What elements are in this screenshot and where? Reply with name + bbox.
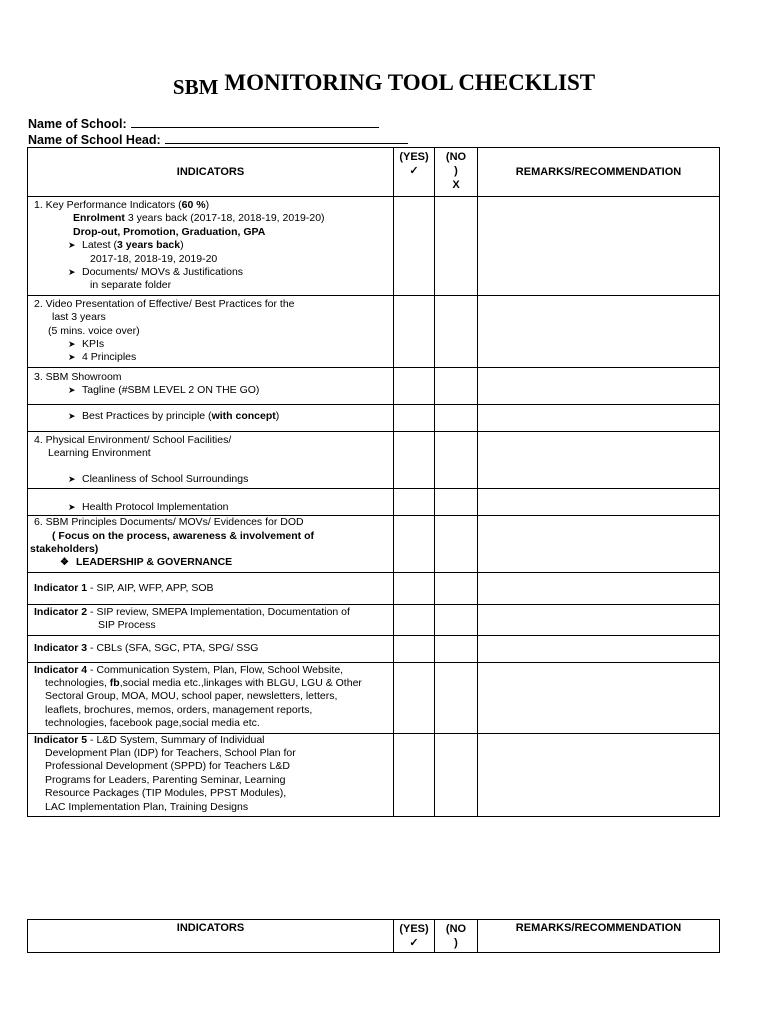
indicator-text: 2017-18, 2018-19, 2019-20 (90, 252, 218, 265)
table-row (28, 733, 720, 816)
indicator-text (34, 351, 387, 364)
indicator-text (34, 384, 387, 397)
kpi-percent: 60 % (181, 199, 206, 211)
arrow-bullet-icon: ➤ (68, 240, 76, 251)
no-cell[interactable] (435, 733, 478, 816)
yes-header-label: (YES) (399, 923, 429, 935)
no-header-label: (NO (445, 923, 467, 935)
yes-cell[interactable] (394, 516, 435, 573)
indicator-text: technologies, facebook page,social media etc. (45, 717, 260, 730)
tagline-label: Tagline (#SBM LEVEL 2 ON THE GO) (82, 384, 260, 397)
remarks-cell[interactable] (478, 367, 720, 404)
school-name-field[interactable] (28, 116, 379, 131)
checklist-table-continued (27, 919, 720, 953)
indicator-text: in separate folder (90, 279, 172, 292)
table-row (28, 404, 720, 431)
enrolment-years: 3 years back (2017-18, 2018-19, 2019-20) (124, 212, 325, 225)
indicator-text: ( Focus on the process, awareness & involvement of (52, 529, 314, 542)
table-row (28, 604, 720, 635)
indicator-cell (28, 604, 394, 635)
table-row (28, 662, 720, 733)
principles-label: 4 Principles (82, 351, 137, 364)
best-practices-paren: ) (275, 409, 280, 422)
no-cell[interactable] (435, 197, 478, 296)
remarks-header: REMARKS/RECOMMENDATION (478, 920, 720, 953)
fb-label: fb (109, 676, 120, 689)
indicator-1-text: - SIP, AIP, WFP, APP, SOB (87, 581, 214, 594)
indicator-cell (28, 635, 394, 662)
diamond-bullet-icon: ❖ (60, 557, 69, 569)
indicator-text: Professional Development (SPPD) for Teachers L&D (45, 760, 290, 773)
remarks-header: REMARKS/RECOMMENDATION (478, 148, 720, 197)
social-media-label: ,social media etc.,linkages with BLGU, LGU & Other (119, 676, 362, 689)
indicator-text: SIP Process (98, 619, 156, 632)
table-row (28, 635, 720, 662)
arrow-bullet-icon: ➤ (68, 267, 76, 278)
kpi-label: 1. Key Performance Indicators ( (34, 199, 182, 211)
indicator-text (34, 606, 387, 619)
page-title (0, 70, 768, 99)
indicator-text (34, 677, 387, 690)
cleanliness-label: Cleanliness of School Surroundings (82, 472, 249, 485)
yes-header (394, 148, 435, 197)
school-name-blank[interactable] (131, 116, 379, 128)
yes-cell[interactable] (394, 367, 435, 404)
indicator-cell (28, 662, 394, 733)
indicator-2-text: - SIP review, SMEPA Implementation, Documentation of (87, 605, 350, 618)
indicator-text (34, 501, 387, 513)
no-cell[interactable] (435, 516, 478, 573)
yes-cell[interactable] (394, 662, 435, 733)
indicator-cell (28, 404, 394, 431)
table-row (28, 572, 720, 604)
indicator-text (34, 410, 387, 423)
indicator-text (34, 199, 387, 212)
remarks-cell[interactable] (478, 572, 720, 604)
table-row (28, 295, 720, 367)
arrow-bullet-icon: ➤ (68, 473, 76, 484)
yes-cell[interactable] (394, 733, 435, 816)
indicators-header: INDICATORS (28, 920, 394, 953)
indicator-text: 6. SBM Principles Documents/ MOVs/ Evidences for DOD (34, 516, 304, 529)
indicator-text: Drop-out, Promotion, Graduation, GPA (73, 225, 266, 238)
indicator-text (34, 212, 387, 225)
indicator-cell (28, 489, 394, 516)
arrow-bullet-icon: ➤ (68, 410, 76, 421)
indicator-text (34, 582, 387, 595)
yes-cell[interactable] (394, 295, 435, 367)
yes-cell[interactable] (394, 489, 435, 516)
indicator-text: LAC Implementation Plan, Training Designs (45, 800, 249, 813)
indicator-text (34, 473, 387, 486)
no-cell[interactable] (435, 489, 478, 516)
no-cell[interactable] (435, 295, 478, 367)
latest-label: Latest ( (82, 239, 118, 252)
indicator-cell (28, 295, 394, 367)
remarks-cell[interactable] (478, 516, 720, 573)
health-protocol-label: Health Protocol Implementation (82, 501, 229, 514)
remarks-cell[interactable] (478, 431, 720, 488)
table-header-row (28, 148, 720, 197)
yes-cell[interactable] (394, 197, 435, 296)
no-cell[interactable] (435, 367, 478, 404)
indicator-cell (28, 572, 394, 604)
arrow-bullet-icon: ➤ (68, 352, 76, 363)
remarks-cell[interactable] (478, 295, 720, 367)
yes-cell[interactable] (394, 635, 435, 662)
table-row (28, 489, 720, 516)
indicator-3-text: - CBLs (SFA, SGC, PTA, SPG/ SSG (87, 641, 259, 654)
yes-header (394, 920, 435, 953)
yes-cell[interactable] (394, 431, 435, 488)
indicator-text: 2. Video Presentation of Effective/ Best Practices for the (34, 297, 295, 310)
indicator-text: last 3 years (52, 311, 106, 324)
no-cell[interactable] (435, 662, 478, 733)
technologies-label: technologies, (45, 676, 110, 689)
no-header-label: (NO (445, 151, 467, 163)
yes-header-label: (YES) (399, 151, 429, 163)
documents-label: Documents/ MOVs & Justifications (82, 266, 244, 279)
indicator-cell (28, 733, 394, 816)
no-cell[interactable] (435, 431, 478, 488)
no-cell[interactable] (435, 572, 478, 604)
indicator-text (34, 734, 387, 747)
table-row (28, 197, 720, 296)
leadership-governance-label: LEADERSHIP & GOVERNANCE (76, 556, 233, 569)
x-mark-icon: X (452, 179, 460, 191)
indicator-text (34, 556, 387, 569)
indicator-2-label: Indicator 2 (34, 605, 88, 618)
remarks-cell[interactable] (478, 604, 720, 635)
table-row (28, 367, 720, 404)
remarks-cell[interactable] (478, 489, 720, 516)
indicator-cell (28, 197, 394, 296)
no-cell[interactable] (435, 404, 478, 431)
check-mark-icon: ✓ (409, 165, 419, 177)
indicator-text: Resource Packages (TIP Modules, PPST Modules), (45, 787, 287, 800)
indicator-text: Sectoral Group, MOA, MOU, school paper, newsletters, letters, (45, 690, 338, 703)
checklist-table (27, 147, 720, 817)
remarks-cell[interactable] (478, 733, 720, 816)
no-header-paren: ) (454, 165, 458, 177)
latest-paren: ) (180, 239, 184, 252)
no-cell[interactable] (435, 635, 478, 662)
indicator-4-text: - Communication System, Plan, Flow, School Website, (87, 663, 344, 676)
school-head-blank[interactable] (165, 132, 408, 144)
school-head-field[interactable] (28, 132, 408, 147)
kpis-label: KPIs (82, 338, 105, 351)
indicator-3-label: Indicator 3 (34, 641, 88, 654)
indicator-cell (28, 516, 394, 573)
with-concept-label: with concept (211, 409, 276, 422)
no-header (435, 148, 478, 197)
indicator-1-label: Indicator 1 (34, 581, 88, 594)
indicator-text: stakeholders) (30, 542, 99, 555)
kpi-paren: ) (205, 199, 210, 211)
indicator-text (34, 338, 387, 351)
arrow-bullet-icon: ➤ (68, 385, 76, 396)
enrolment-label: Enrolment (73, 212, 125, 225)
indicator-text: leaflets, brochures, memos, orders, management reports, (45, 703, 313, 716)
remarks-cell[interactable] (478, 197, 720, 296)
indicator-text: 4. Physical Environment/ School Facilities/ (34, 433, 232, 446)
indicator-text (34, 239, 387, 252)
latest-years: 3 years back (117, 239, 181, 252)
best-practices-label: Best Practices by principle ( (82, 409, 212, 422)
indicator-5-label: Indicator 5 (34, 733, 88, 746)
remarks-cell[interactable] (478, 635, 720, 662)
remarks-cell[interactable] (478, 662, 720, 733)
title-part-sbm: SBM (172, 75, 219, 99)
yes-cell[interactable] (394, 404, 435, 431)
table-header-row (28, 920, 720, 953)
arrow-bullet-icon: ➤ (68, 339, 76, 350)
indicator-cell (28, 367, 394, 404)
indicator-5-text: - L&D System, Summary of Individual (87, 733, 265, 746)
no-header (435, 920, 478, 953)
indicators-header: INDICATORS (28, 148, 394, 197)
yes-cell[interactable] (394, 572, 435, 604)
school-name-label: Name of School: (28, 117, 127, 131)
arrow-bullet-icon: ➤ (68, 502, 76, 513)
school-head-label: Name of School Head: (28, 133, 161, 147)
yes-cell[interactable] (394, 604, 435, 635)
indicator-text: Learning Environment (48, 447, 151, 460)
indicator-text: (5 mins. voice over) (48, 324, 140, 337)
check-mark-icon: ✓ (409, 937, 419, 949)
indicator-text: Development Plan (IDP) for Teachers, School Plan for (45, 746, 296, 759)
indicator-4-label: Indicator 4 (34, 663, 88, 676)
table-row (28, 516, 720, 573)
indicator-cell (28, 431, 394, 488)
remarks-cell[interactable] (478, 404, 720, 431)
no-header-paren: ) (454, 937, 458, 949)
indicator-text: 3. SBM Showroom (34, 370, 122, 383)
table-row (28, 431, 720, 488)
indicator-text: Programs for Leaders, Parenting Seminar, Learning (45, 773, 286, 786)
no-cell[interactable] (435, 604, 478, 635)
indicator-text (34, 266, 387, 279)
indicator-text (34, 642, 387, 655)
indicator-text (34, 664, 387, 677)
title-part-main: MONITORING TOOL CHECKLIST (224, 70, 596, 95)
